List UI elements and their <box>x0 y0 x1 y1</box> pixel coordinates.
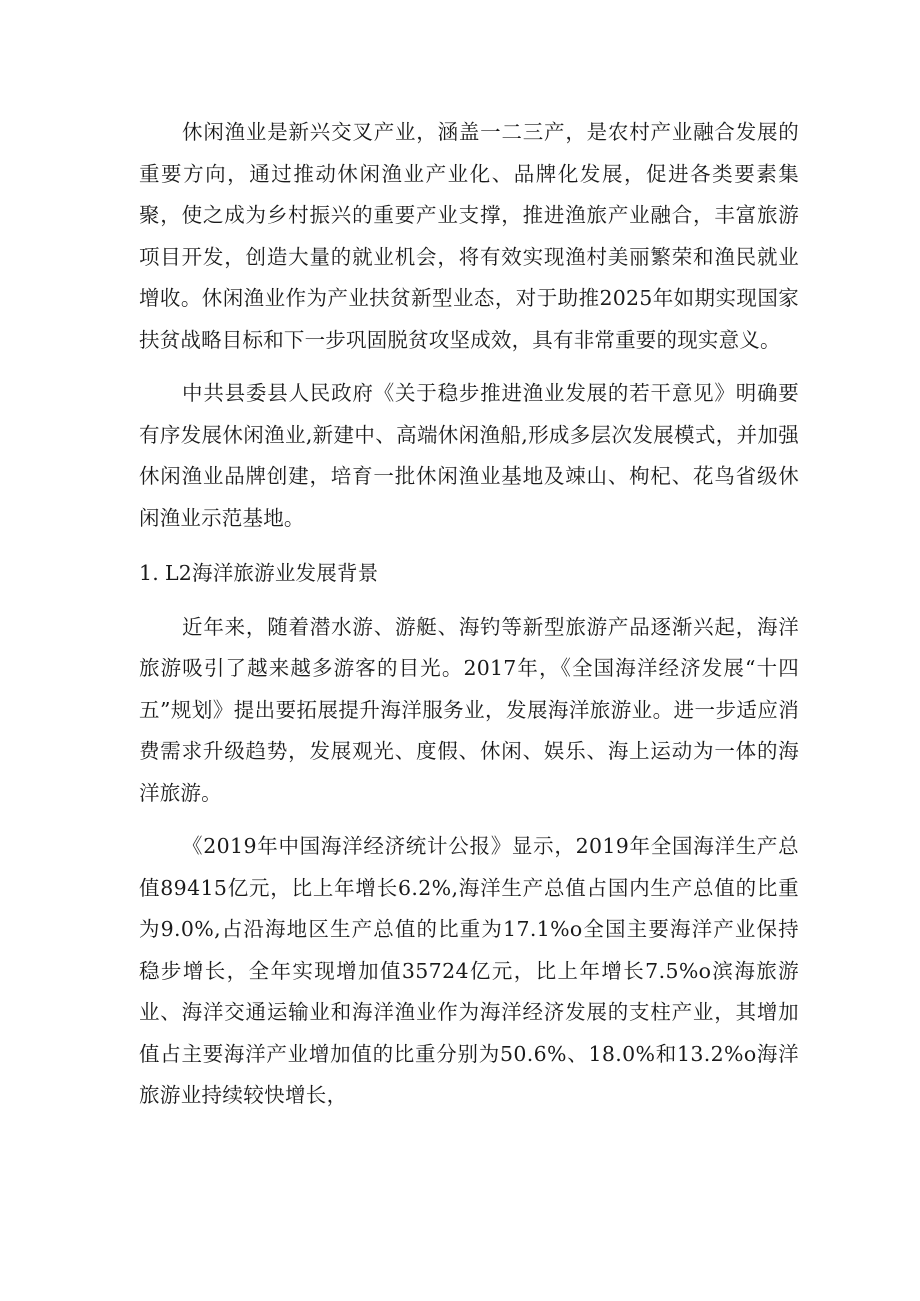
document-body <box>139 112 799 1117</box>
paragraph-county-policy: 中共县委县人民政府《关于稳步推进渔业发展的若干意见》明确要有序发展休闲渔业,新建中、高端休闲渔船,形成多层次发展模式，并加强休闲渔业品牌创建，培育一批休闲渔业基地及竦山、枸杞、花鸟省级休闲渔业示范基地。 <box>139 381 799 530</box>
section-heading <box>139 553 799 595</box>
paragraph-leisure-fishery: 休闲渔业是新兴交叉产业，涵盖一二三产，是农村产业融合发展的重要方向，通过推动休闲渔业产业化、品牌化发展，促进各类要素集聚，使之成为乡村振兴的重要产业支撑，推进渔旅产业融合，丰富旅游项目开发，创造大量的就业机会，将有效实现渔村美丽繁荣和渔民就业增收。休闲渔业作为产业扶贫新型业态，对于助推2025年如期实现国家扶贫战略目标和下一步巩固脱贫攻坚成效，具有非常重要的现实意义。 <box>139 120 799 352</box>
paragraph-marine-tourism: 近年来，随着潜水游、游艇、海钓等新型旅游产品逐渐兴起，海洋旅游吸引了越来越多游客的目光。2017年，《全国海洋经济发展“十四五”规划》提出要拓展提升海洋服务业，发展海洋旅游业。进一步适应消费需求升级趋势，发展观光、度假、休闲、娱乐、海上运动为一体的海洋旅游。 <box>139 614 799 805</box>
section-title: L2海洋旅游业发展背景 <box>164 561 379 585</box>
paragraph-statistics-bulletin: 《2019年中国海洋经济统计公报》显示，2019年全国海洋生产总值89415亿元，比上年增长6.2%,海洋生产总值占国内生产总值的比重为9.0%,占沿海地区生产总值的比重为17.1%o全国主要海洋产业保持稳步增长，全年实现增加值35724亿元，比上年增长7.5%o滨海旅游业、海洋交通运输业和海洋渔业作为海洋经济发展的支柱产业，其增加值占主要海洋产业增加值的比重分别为50.6%、18.0%和13.2%o海洋旅游业持续较快增长， <box>139 834 799 1107</box>
section-number: 1. <box>139 561 159 585</box>
